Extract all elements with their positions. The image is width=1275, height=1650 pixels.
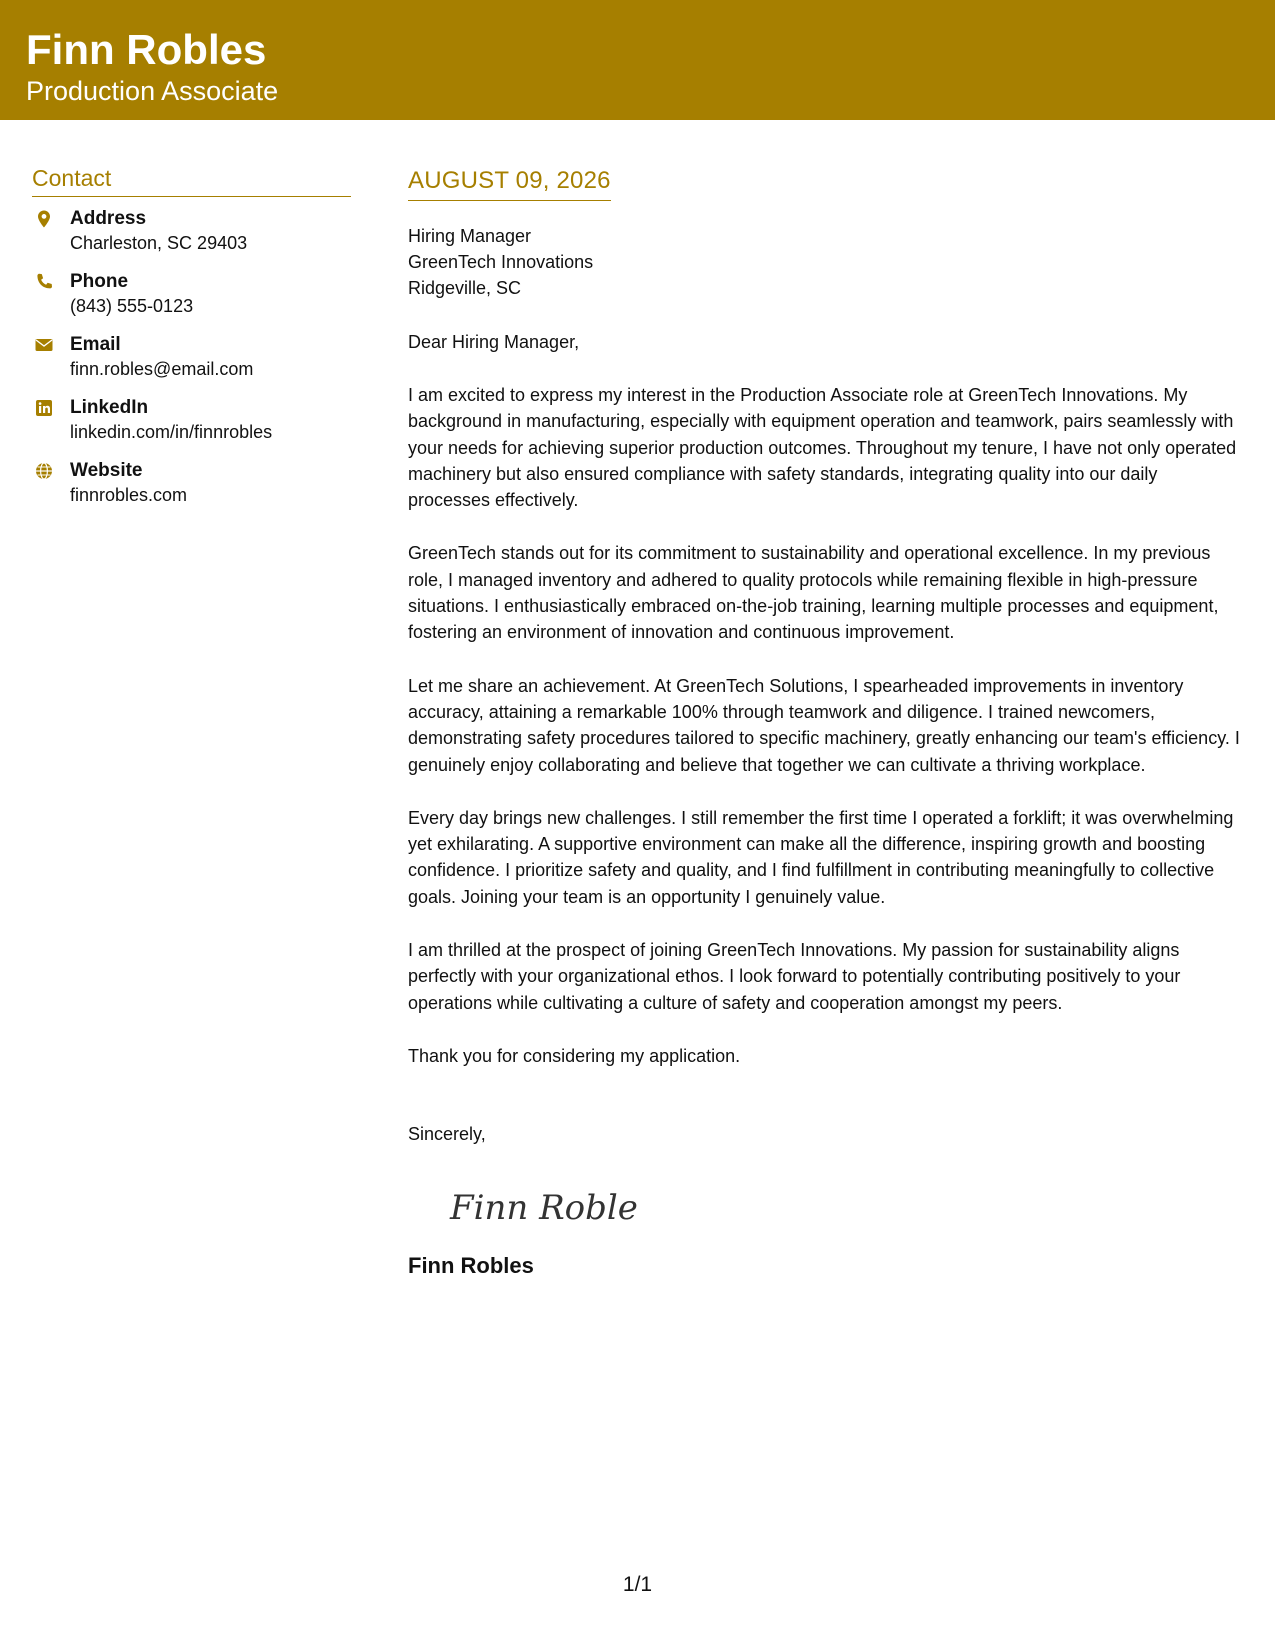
linkedin-icon bbox=[34, 398, 54, 418]
handwritten-signature bbox=[448, 1177, 638, 1233]
contact-item-email bbox=[32, 333, 351, 396]
letter-body bbox=[408, 166, 1240, 1280]
contact-item-linkedin bbox=[32, 396, 351, 459]
website-label: Website bbox=[70, 460, 143, 481]
letter-paragraph: Let me share an achievement. At GreenTech Solutions, I spearheaded improvements in inventory accuracy, attaining a remarkable 100% through teamwork and diligence. I trained newcomers, demonstrating safety procedures tailored to specific machinery, greatly enhancing our team's efficiency. I genuinely enjoy collaborating and believe that together we can cultivate a thriving workplace. bbox=[408, 675, 1240, 775]
page-number: 1/1 bbox=[622, 1573, 653, 1596]
linkedin-value: linkedin.com/in/finnrobles bbox=[70, 422, 273, 442]
signer-name: Finn Robles bbox=[408, 1253, 534, 1279]
letter-paragraph: I am thrilled at the prospect of joining GreenTech Innovations. My passion for sustainability aligns perfectly with your organizational ethos. I look forward to potentially contributing positively to your operations while cultivating a culture of safety and cooperation amongst my peers. bbox=[408, 940, 1181, 1013]
letter-paragraph: Thank you for considering my application. bbox=[408, 1045, 741, 1066]
linkedin-label: LinkedIn bbox=[70, 397, 149, 418]
recipient-line: Ridgeville, SC bbox=[408, 278, 522, 298]
website-value: finnrobles.com bbox=[70, 485, 188, 505]
contact-item-phone bbox=[32, 270, 351, 333]
closing: Sincerely, bbox=[408, 1124, 486, 1145]
recipient-block bbox=[408, 223, 1240, 301]
recipient-line: GreenTech Innovations bbox=[408, 252, 594, 272]
letter-paragraph: Every day brings new challenges. I still remember the first time I operated a forklift; it was overwhelming yet exhilarating. A supportive environment can make all the difference, inspiring growth and boosting confidence. I prioritize safety and quality, and I find fulfillment in contributing meaningfully to collective goals. Joining your team is an opportunity I genuinely value. bbox=[408, 807, 1234, 907]
salutation: Dear Hiring Manager, bbox=[408, 332, 580, 352]
contact-item-address bbox=[32, 207, 351, 270]
letter-paragraph: GreenTech stands out for its commitment to sustainability and operational excellence. In my previous role, I managed inventory and adhered to quality protocols while remaining flexible in high-pressure situations. I enthusiastically embraced on-the-job training, learning multiple processes and equipment, fostering an environment of innovation and continuous improvement. bbox=[408, 543, 1219, 643]
header-banner bbox=[0, 0, 1275, 120]
phone-value: (843) 555-0123 bbox=[70, 296, 194, 316]
recipient-line: Hiring Manager bbox=[408, 226, 532, 246]
applicant-name: Finn Robles bbox=[26, 26, 267, 73]
email-icon bbox=[34, 335, 54, 355]
address-value: Charleston, SC 29403 bbox=[70, 233, 248, 253]
location-pin-icon bbox=[34, 209, 54, 229]
signature-text: Finn Robles bbox=[450, 1188, 638, 1229]
phone-label: Phone bbox=[70, 271, 129, 292]
globe-icon bbox=[34, 461, 54, 481]
email-label: Email bbox=[70, 334, 121, 355]
contact-sidebar bbox=[32, 164, 351, 522]
address-label: Address bbox=[70, 208, 147, 229]
job-title: Production Associate bbox=[26, 76, 279, 106]
contact-item-website bbox=[32, 459, 351, 522]
email-value: finn.robles@email.com bbox=[70, 359, 254, 379]
letter-date: AUGUST 09, 2026 bbox=[408, 166, 611, 201]
contact-section-title: Contact bbox=[32, 164, 351, 197]
phone-icon bbox=[34, 272, 54, 292]
letter-paragraph: I am excited to express my interest in the Production Associate role at GreenTech Innovations. My background in manufacturing, especially with equipment operation and teamwork, pairs seamlessly with your needs for achieving superior production outcomes. Throughout my tenure, I have not only operated machinery but also ensured compliance with safety standards, integrating quality into our daily processes effectively. bbox=[408, 385, 1237, 511]
